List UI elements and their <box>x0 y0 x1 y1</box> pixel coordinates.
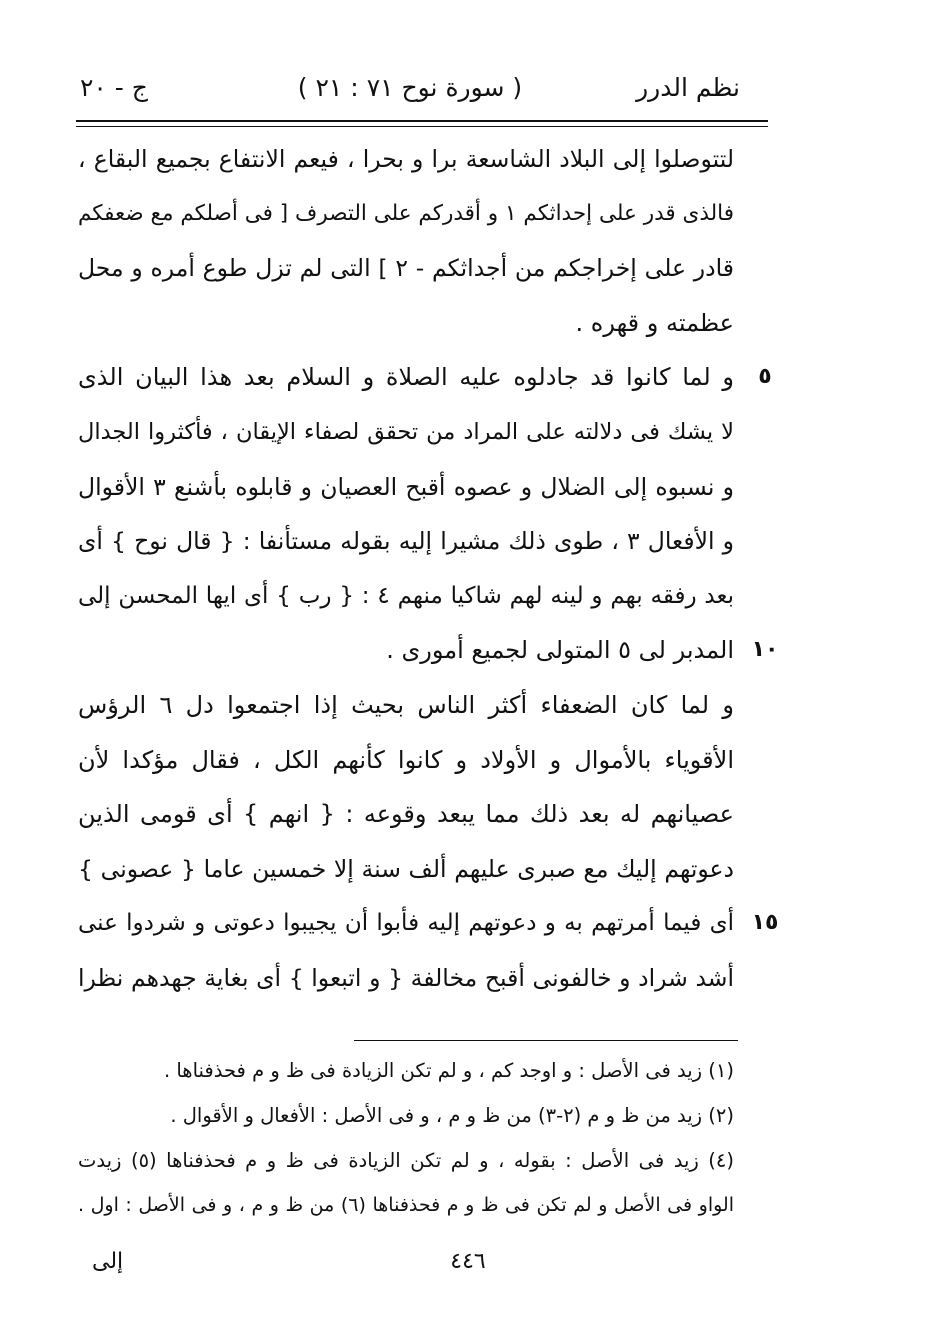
text-line <box>78 241 734 296</box>
text-line <box>78 896 779 951</box>
line-number: ٥ <box>758 364 772 390</box>
text-line <box>78 405 734 460</box>
text-line <box>78 460 734 515</box>
line-number: ١٥ <box>751 910 779 936</box>
running-head <box>80 68 740 112</box>
line-text: المدبر لى ٥ المتولى لجميع أمورى . <box>386 636 734 665</box>
book-title: نظم الدرر <box>636 73 740 102</box>
line-text: عظمته و قهره . <box>575 308 734 337</box>
text-line <box>78 678 734 733</box>
page-number: ٤٤٦ <box>450 1249 486 1274</box>
line-number: ١٠ <box>751 637 779 663</box>
line-text: و لما كانوا قد جادلوه عليه الصلاة و السلام بعد هذا البيان الذى <box>78 363 734 392</box>
line-text: و نسبوه إلى الضلال و عصوه أقبح العصيان و قابلوه بأشنع ٣ الأقوال <box>78 472 734 501</box>
text-line <box>78 569 734 624</box>
text-line <box>78 132 734 187</box>
footnote-line: (٢) زيد من ظ و م (٢-٣) من ظ و م ، و فى الأصل : الأفعال و الأقوال . <box>170 1104 734 1127</box>
footnote-line: (٤) زيد فى الأصل : بقوله ، و لم تكن الزيادة فى ظ و م فحذفناها (٥) زيدت <box>78 1149 734 1172</box>
line-text: لا يشك فى دلالته على المراد من تحقق لصفاء الإيقان ، فأكثروا الجدال <box>78 418 734 445</box>
main-text <box>78 132 779 1006</box>
line-text: و لما كان الضعفاء أكثر الناس بحيث إذا اجتمعوا دل ٦ الرؤس <box>78 690 735 719</box>
footnote-line: الواو فى الأصل و لم تكن فى ظ و م فحذفناها (٦) من ظ و م ، و فى الأصل : اول . <box>78 1194 734 1216</box>
text-line <box>78 733 734 788</box>
footnote-line: (١) زيد فى الأصل : و اوجد كم ، و لم تكن الزيادة فى ظ و م فحذفناها . <box>163 1059 734 1082</box>
catchword: إلى <box>92 1249 124 1274</box>
header-rule-thin <box>76 126 768 127</box>
text-line <box>78 842 734 897</box>
text-line <box>78 514 734 569</box>
text-line <box>78 187 734 242</box>
line-text: فالذى قدر على إحداثكم ١ و أقدركم على التصرف [ فى أصلكم مع ضعفكم <box>78 200 734 226</box>
line-text: الأقوياء بالأموال و الأولاد و كانوا كأنهم الكل ، فقال مؤكدا لأن <box>78 745 734 774</box>
line-text: لتتوصلوا إلى البلاد الشاسعة برا و بحرا ، فيعم الانتفاع بجميع البقاع ، <box>78 145 734 173</box>
line-text: قادر على إخراجكم من أجداثكم - ٢ ] التى لم تزل طوع أمره و محل <box>78 254 734 283</box>
line-text: أى فيما أمرتهم به و دعوتهم إليه فأبوا أن يجيبوا دعوتى و شردوا عنى <box>78 910 734 937</box>
line-text: دعوتهم إليك مع صبرى عليهم ألف سنة إلا خمسين عاما { عصونى } <box>78 854 734 883</box>
line-text: بعد رفقه بهم و لينه لهم شاكيا منهم ٤ : { رب } أى ايها المحسن إلى <box>78 582 734 609</box>
line-text: أشد شراد و خالفونى أقبح مخالفة { و اتبعوا } أى بغاية جهدهم نظرا <box>78 963 734 992</box>
text-line <box>78 623 779 678</box>
footnote-divider <box>354 1040 738 1041</box>
line-text: عصيانهم له بعد ذلك مما يبعد وقوعه : { انهم } أى قومى الذين <box>78 800 734 829</box>
surah-reference: ( سورة نوح ٧١ : ٢١ ) <box>297 73 523 102</box>
footnotes <box>78 1048 734 1228</box>
header-rule-thick <box>76 120 768 122</box>
text-line <box>78 296 734 351</box>
text-line <box>78 787 734 842</box>
volume-label: ج - ٢٠ <box>80 73 148 102</box>
text-line <box>78 951 734 1006</box>
text-line <box>78 350 772 405</box>
line-text: و الأفعال ٣ ، طوى ذلك مشيرا إليه بقوله مستأنفا : { قال نوح } أى <box>78 527 734 556</box>
